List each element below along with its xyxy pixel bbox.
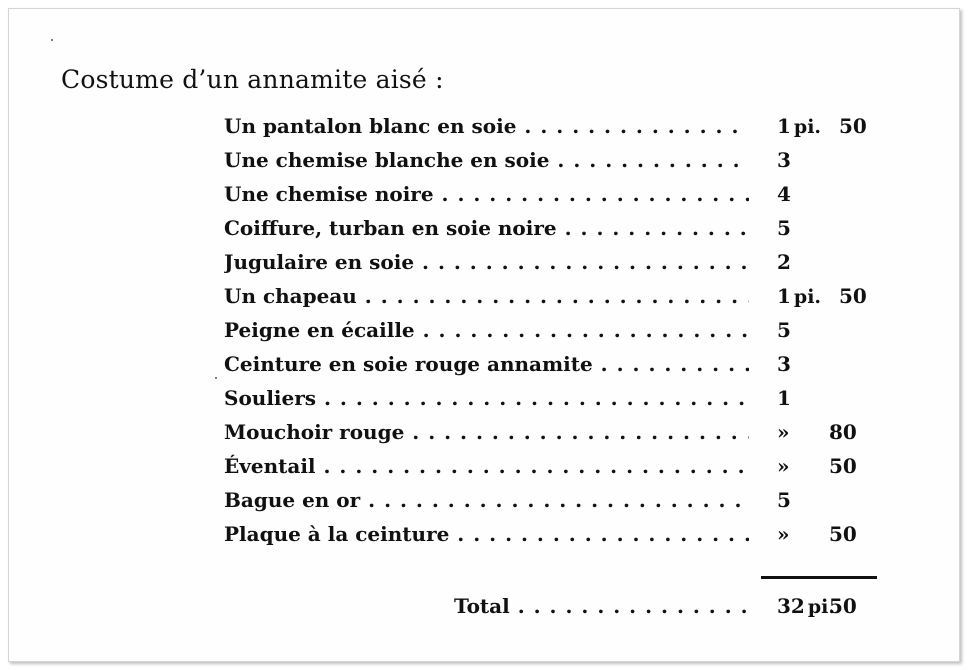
item-label: Un pantalon blanc en soie . . .: [224, 109, 749, 143]
item-piastres: 4: [777, 182, 791, 206]
item-label: Jugulaire en soie . . .: [224, 245, 749, 279]
total-label: Total . . .: [454, 589, 749, 623]
item-row: [9, 177, 959, 211]
total-row: [9, 589, 959, 623]
item-piastres: 5: [777, 318, 791, 342]
item-row: [9, 143, 959, 177]
item-row: [9, 517, 959, 551]
item-piastres: 2: [777, 250, 791, 274]
item-row: [9, 449, 959, 483]
total-rule: [761, 576, 877, 579]
total-piastres: 32 pi.: [777, 594, 835, 618]
item-piastres: 5: [777, 488, 791, 512]
paper-speck: [215, 377, 217, 379]
cost-list: [9, 9, 959, 661]
item-cents: 50: [829, 454, 857, 478]
item-piastres: 5: [777, 216, 791, 240]
item-row: [9, 109, 959, 143]
item-row: [9, 211, 959, 245]
item-row: [9, 313, 959, 347]
item-row: [9, 347, 959, 381]
item-row: [9, 381, 959, 415]
item-piastres: »: [777, 454, 790, 478]
item-label: Ceinture en soie rouge annamite . . .: [224, 347, 749, 381]
item-piastres: 1 pi.: [777, 284, 822, 308]
item-piastres: 3: [777, 148, 791, 172]
item-row: [9, 483, 959, 517]
item-label: Éventail . . .: [224, 449, 749, 483]
item-piastres: 3: [777, 352, 791, 376]
item-label: Souliers . . .: [224, 381, 749, 415]
item-label: Une chemise noire . . .: [224, 177, 749, 211]
total-cents: 50: [829, 594, 857, 618]
item-row: [9, 279, 959, 313]
item-cents: 50: [829, 522, 857, 546]
item-label: Mouchoir rouge . . .: [224, 415, 749, 449]
item-label: Coiffure, turban en soie noire . . .: [224, 211, 749, 245]
item-piastres: 1: [777, 386, 791, 410]
item-row: [9, 245, 959, 279]
item-label: Un chapeau . . .: [224, 279, 749, 313]
item-piastres: »: [777, 420, 790, 444]
document-title: Costume d’un annamite aisé :: [61, 65, 444, 94]
item-label: Plaque à la ceinture . . .: [224, 517, 749, 551]
item-row: [9, 415, 959, 449]
item-cents: 50: [839, 284, 867, 308]
item-piastres: 1 pi.: [777, 114, 822, 138]
item-label: Une chemise blanche en soie . . .: [224, 143, 749, 177]
item-label: Peigne en écaille . . .: [224, 313, 749, 347]
paper-speck: [51, 39, 53, 41]
document-page: [8, 8, 960, 662]
item-piastres: »: [777, 522, 790, 546]
item-cents: 50: [839, 114, 867, 138]
item-label: Bague en or . . .: [224, 483, 749, 517]
item-cents: 80: [829, 420, 857, 444]
